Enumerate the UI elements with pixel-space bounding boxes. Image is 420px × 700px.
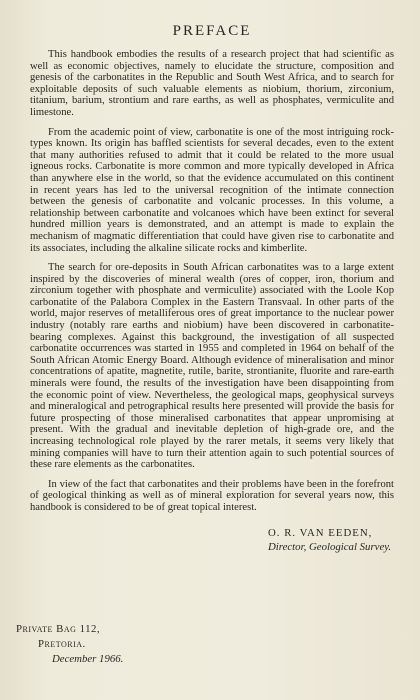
address-line-2: Pretoria. xyxy=(38,638,86,650)
page-title: PREFACE xyxy=(172,23,252,39)
paragraph-4: In view of the fact that carbonatites and their problems have been in the forefront of geological thinking as well as of mineral exploration for several years now, this handbook is considered to be of great topical interest. xyxy=(30,478,394,513)
signature-block xyxy=(30,526,394,554)
address-line-1: Private Bag 112, xyxy=(16,623,101,635)
address-block xyxy=(16,622,123,667)
paragraph-2: From the academic point of view, carbonatite is one of the most intriguing rock-types known. Its origin has baffled scientists for several decades, even to the extent that many authorities refused to admit that it could be related to the more usual igneous rocks. Carbonatite is more common and more typically developed in Africa than anywhere else in the world, so that the evidence accumulated on this continent in recent years has led to the universal recognition of the intimate connection between the genesis of carbonatite and volcanic processes. In this volume, a relationship between carbonatite and volcanoes which have been extinct for several hundred million years is demonstrated, and an attempt is made to explain the mechanism of magmatic differentiation that could have given rise to carbonatite and its associates, including the alkaline silicate rocks and kimberlite. xyxy=(30,126,394,254)
paragraph-3: The search for ore-deposits in South African carbonatites was to a large extent inspired by the discoveries of mineral wealth (ores of copper, iron, thorium and zirconium together with phosphate and vermiculite) associated with the Loole Kop carbonatite of the Palabora Complex in the Eastern Transvaal. In other parts of the world, major reserves of metalliferous ores of great importance to the nuclear power industry (notably rare earths and niobium) have been discovered in carbonatite-bearing complexes. Against this background, the investigation of all suspected carbonatite occurrences was started in 1955 and completed in 1964 on behalf of the South African Atomic Energy Board. Although evidence of mineralisation and minor concentrations of apatite, magnetite, rutile, barite, strontianite, fluorite and rare-earth minerals were found, the results of the investigation have been disappointing from the economic point of view. Nevertheless, the geological maps, geophysical surveys and mineralogical and petrographical results here presented will provide the basis for future prospecting of those mineralised carbonatites that appear unpromising at present. With the gradual and inevitable depletion of high-grade ore, and the increasing technological role played by the rarer metals, it seems very likely that mining companies will have to turn their attention again to such potential sources of these rare elements as the carbonatites. xyxy=(30,262,394,471)
address-date: December 1966. xyxy=(52,653,124,665)
paragraph-1: This handbook embodies the results of a research project that had scientific as well as economic objectives, namely to elucidate the structure, composition and genesis of the carbonatites in the Republic and South West Africa, and to search for exploitable deposits of such valuable elements as niobium, thorium, zirconium, titanium, barium, strontium and rare earths, as well as phosphates, vermiculite and limestone. xyxy=(30,49,394,118)
signatory-position: Director, Geological Survey. xyxy=(268,540,392,553)
signatory-name: O. R. VAN EEDEN, xyxy=(268,526,373,539)
